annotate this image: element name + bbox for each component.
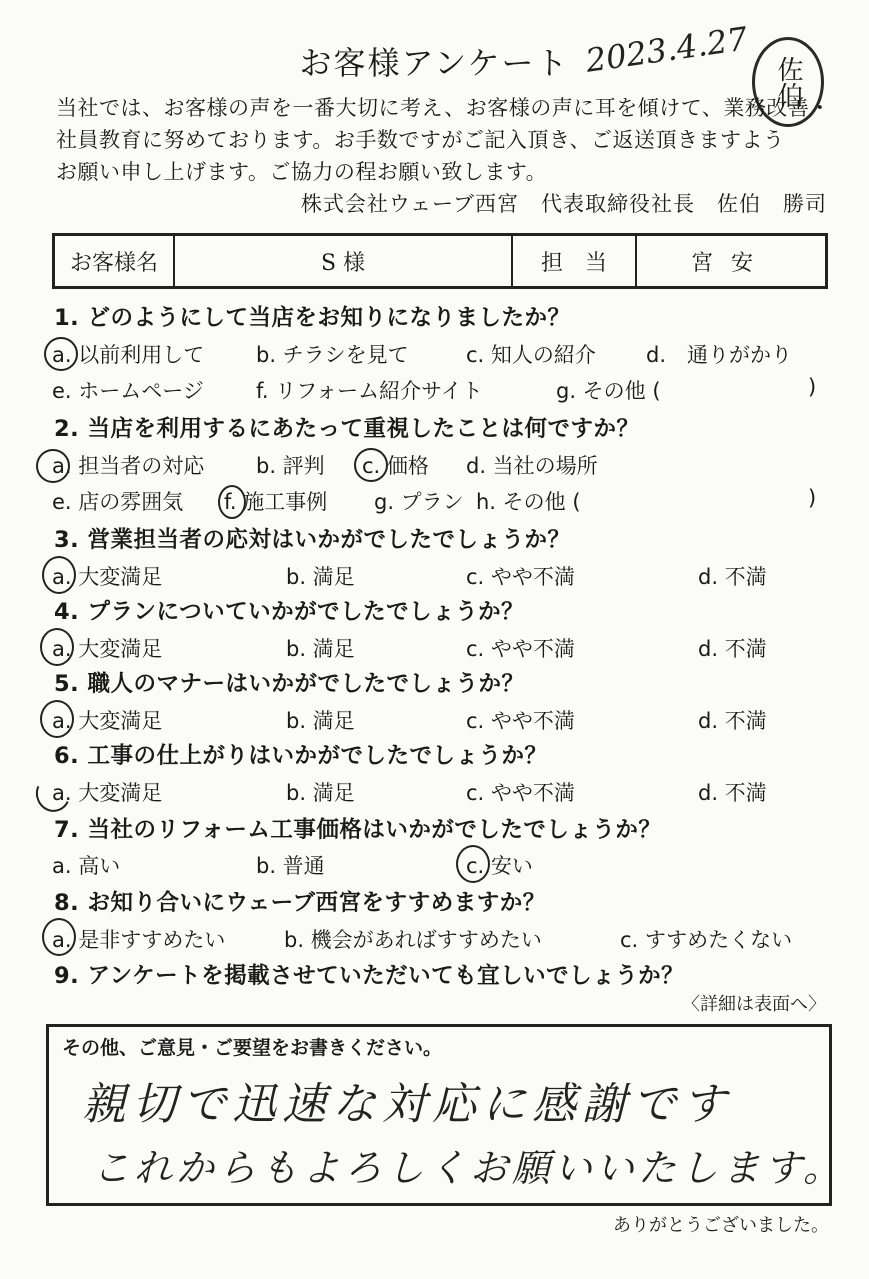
handwritten-comment-line-1: 親切で迅速な対応に感謝です [82,1079,732,1130]
q2-answer-circle-c [354,448,388,482]
q4-option-b: b. 満足 [286,637,355,661]
q3-option-d: d. 不満 [698,565,767,589]
question-4: 4. プランについていかがでしたでしょうか？ [54,599,525,625]
q1-option-g-close: ) [808,375,817,399]
question-9: 9. アンケートを掲載させていただいても宜しいでしょうか？ [54,963,685,989]
q2-option-e: e. 店の雰囲気 [52,490,184,514]
q4-answer-circle [40,628,74,666]
q2-option-d: d. 当社の場所 [466,454,598,478]
q5-option-b: b. 満足 [286,709,355,733]
q7-answer-circle [456,845,490,883]
q1-option-g: g. その他 ( [556,379,661,403]
q2-option-a: a. 担当者の対応 [52,454,205,478]
q8-option-c: c. すすめたくない [620,928,793,952]
q6-option-c: c. やや不満 [466,781,575,805]
q4-option-a: a. 大変満足 [52,637,163,661]
handwritten-comment-line-2: これからもよろしくお願いいたします。 [92,1146,845,1190]
q6-option-d: d. 不満 [698,781,767,805]
question-5: 5. 職人のマナーはいかがでしたでしょうか？ [54,671,525,697]
customer-name-label: お客様名 [54,235,175,288]
detail-note: 〈詳細は表面へ〉 [682,994,826,1015]
handwritten-date: 2023.4.27 [583,19,750,80]
question-1: 1. どのようにして当店をお知りになりましたか？ [54,305,571,331]
q2-answer-circle-f [218,485,246,519]
q2-option-f: f. 施工事例 [224,490,328,514]
question-7: 7. 当社のリフォーム工事価格はいかがでしたでしょうか？ [54,817,662,843]
q1-option-d: d. 通りがかり [646,343,793,367]
page-title: お客様アンケート [299,44,570,82]
q6-option-b: b. 満足 [286,781,355,805]
intro-line-1: 当社では、お客様の声を一番大切に考え、お客様の声に耳を傾けて、業務改善・ [56,96,831,120]
intro-line-3: お願い申し上げます。ご協力の程お願い致します。 [56,160,548,184]
q8-answer-circle [42,918,76,956]
q8-option-a: a. 是非すすめたい [52,928,226,952]
q4-option-c: c. やや不満 [466,637,575,661]
q7-option-a: a. 高い [52,854,121,878]
q1-option-f: f. リフォーム紹介サイト [256,379,483,403]
q5-answer-circle [40,700,74,738]
q4-option-d: d. 不満 [698,637,767,661]
q5-option-a: a. 大変満足 [52,709,163,733]
company-signature: 株式会社ウェーブ西宮 代表取締役社長 佐伯 勝司 [300,192,827,216]
q8-option-b: b. 機会があればすすめたい [284,928,542,952]
q3-answer-circle [42,556,76,594]
q3-option-c: c. やや不満 [466,565,575,589]
q7-option-c: c. 安い [466,854,533,878]
q2-option-c: c. 価格 [362,454,429,478]
q3-option-a: a. 大変満足 [52,565,163,589]
q2-option-b: b. 評判 [256,454,325,478]
customer-info-table [52,233,828,289]
staff-value: 宮安 [636,235,827,288]
thanks-text: ありがとうございました。 [613,1215,829,1236]
q7-option-b: b. 普通 [256,854,325,878]
q6-option-a: a. 大変満足 [52,781,163,805]
question-2: 2. 当店を利用するにあたって重視したことは何ですか？ [54,416,640,442]
q2-option-g: g. プラン [374,490,464,514]
comment-label: その他、ご意見・ご要望をお書きください。 [62,1037,443,1059]
q1-option-a: a. 以前利用して [52,343,205,367]
q5-option-c: c. やや不満 [466,709,575,733]
question-3: 3. 営業担当者の応対はいかがでしたでしょうか？ [54,527,571,553]
q2-option-h-close: ) [808,486,817,510]
customer-name-value: S 様 [174,235,512,288]
q1-option-c: c. 知人の紹介 [466,343,596,367]
q2-answer-circle-a [36,449,70,483]
q2-option-h: h. その他 ( [476,490,581,514]
question-8: 8. お知り合いにウェーブ西宮をすすめますか？ [54,890,546,916]
q3-option-b: b. 満足 [286,565,355,589]
question-6: 6. 工事の仕上がりはいかがでしたでしょうか？ [54,743,548,769]
q1-answer-circle [44,337,78,371]
staff-label: 担 当 [512,235,636,288]
q1-option-e: e. ホームページ [52,379,204,403]
q1-option-b: b. チラシを見て [256,343,409,367]
q5-option-d: d. 不満 [698,709,767,733]
intro-line-2: 社員教育に努めております。お手数ですがご記入頂き、ご返送頂きますよう [56,128,785,152]
seal-text: 佐伯 [773,56,803,108]
